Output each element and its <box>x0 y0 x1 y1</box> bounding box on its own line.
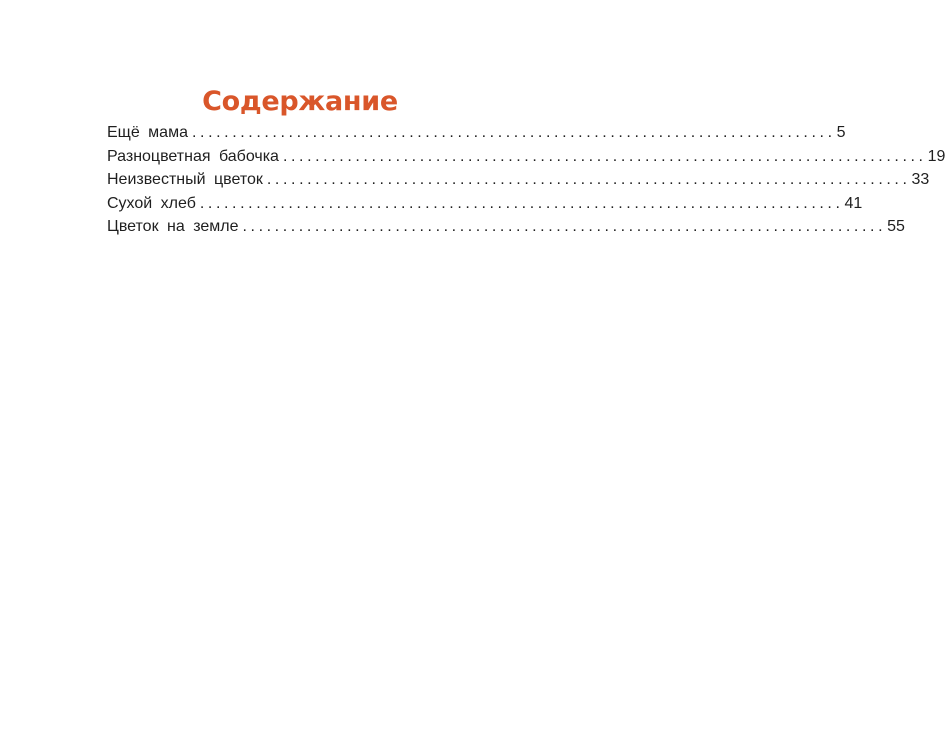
toc-entry-title: Сухой хлеб <box>107 194 196 212</box>
toc-entry-page: 19 <box>927 147 945 165</box>
toc-entry-title: Цветок на земле <box>107 218 239 236</box>
table-of-contents <box>107 124 945 242</box>
toc-entry-page: 41 <box>844 194 863 212</box>
dot-leader: ................................................................................ <box>199 194 844 212</box>
toc-entry[interactable] <box>107 171 930 195</box>
dot-leader: ................................................................................ <box>191 124 836 141</box>
toc-entry[interactable] <box>107 147 945 172</box>
toc-entry-page: 55 <box>887 218 905 236</box>
toc-entry-page: 33 <box>911 171 930 189</box>
toc-entry[interactable] <box>107 124 846 148</box>
dot-leader: ................................................................................ <box>282 147 927 165</box>
toc-title: Содержание <box>202 86 398 117</box>
dot-leader: ................................................................................ <box>242 218 887 236</box>
toc-entry-page: 5 <box>836 124 846 141</box>
toc-entry-title: Ещё мама <box>107 124 188 141</box>
toc-entry[interactable] <box>107 218 905 242</box>
toc-entry[interactable] <box>107 194 863 219</box>
toc-entry-title: Неизвестный цветок <box>107 171 263 189</box>
dot-leader: ................................................................................ <box>266 171 911 189</box>
toc-entry-title: Разноцветная бабочка <box>107 147 279 165</box>
